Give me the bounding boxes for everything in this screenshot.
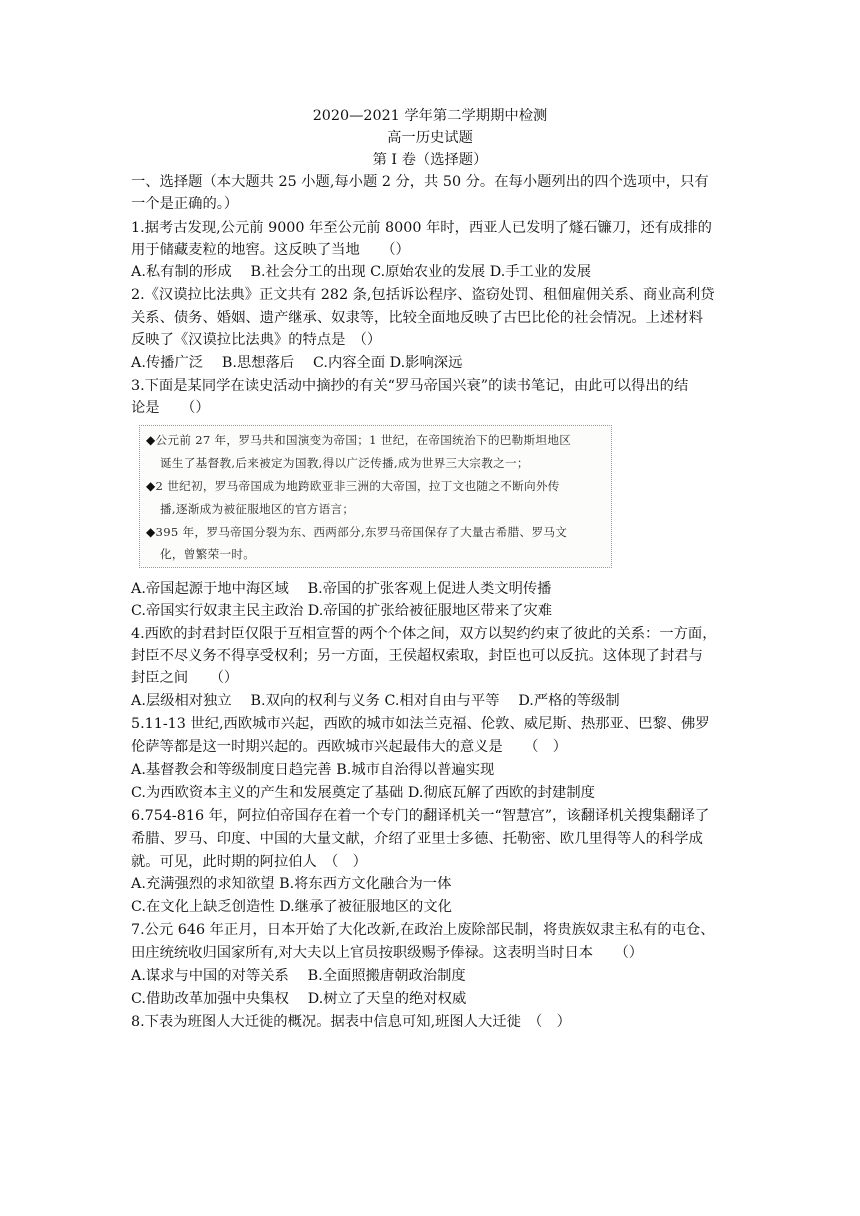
- question-3-options: C.帝国实行奴隶主民主政治 D.帝国的扩张给被征服地区带来了灾难: [131, 603, 553, 619]
- question-2-stem: 反映了《汉谟拉比法典》的特点是 （）: [131, 332, 382, 348]
- note-line: 化，曾繁荣一时。: [160, 547, 256, 561]
- diamond-bullet-icon: ◆: [146, 479, 156, 493]
- question-5-options: A.基督教会和等级制度日趋完善 B.城市自治得以普遍实现: [131, 762, 495, 778]
- question-4-stem: 封臣之间 （）: [131, 670, 239, 686]
- note-line: ◆395 年，罗马帝国分裂为东、西两部分,东罗马帝国保存了大量古希腊、罗马文: [146, 525, 568, 539]
- question-7-options: C.借助改革加强中央集权 D.树立了天皇的绝对权威: [131, 991, 467, 1007]
- section-title: 第 I 卷（选择题）: [372, 152, 488, 168]
- question-7-options: A.谋求与中国的对等关系 B.全面照搬唐朝政治制度: [131, 968, 466, 984]
- question-2-stem: 关系、债务、婚姻、遗产继承、奴隶等，比较全面地反映了古巴比伦的社会情况。上述材料: [131, 310, 703, 326]
- question-5-stem: 5.11-13 世纪,西欧城市兴起，西欧的城市如法兰克福、伦敦、威尼斯、热那亚、巴黎、佛罗: [131, 716, 710, 732]
- question-4-stem: 封臣不尽义务不得享受权利；另一方面，王侯超权索取，封臣也可以反抗。这体现了封君与: [131, 648, 703, 664]
- note-line: 诞生了基督教,后来被定为国教,得以广泛传播,成为世界三大宗教之一；: [160, 456, 529, 470]
- question-6-options: C.在文化上缺乏创造性 D.继承了被征服地区的文化: [131, 899, 452, 915]
- question-7-stem: 7.公元 646 年正月，日本开始了大化改新,在政治上废除部民制，将贵族奴隶主私有的屯仓、: [131, 922, 715, 938]
- question-2-options: A.传播广泛 B.思想落后 C.内容全面 D.影响深远: [131, 355, 463, 371]
- question-4-stem: 4.西欧的封君封臣仅限于互相宣誓的两个个体之间，双方以契约约束了彼此的关系：一方面，: [131, 626, 717, 642]
- note-line: ◆公元前 27 年，罗马共和国演变为帝国；1 世纪，在帝国统治下的巴勒斯坦地区: [146, 433, 572, 447]
- question-5-options: C.为西欧资本主义的产生和发展奠定了基础 D.彻底瓦解了西欧的封建制度: [131, 785, 595, 801]
- exam-subtitle: 高一历史试题: [387, 130, 473, 146]
- question-5-stem: 伦萨等都是这一时期兴起的。西欧城市兴起最伟大的意义是 （ ）: [131, 739, 568, 755]
- question-3-stem: 3.下面是某同学在读史活动中摘抄的有关“罗马帝国兴衰”的读书笔记，由此可以得出的结: [131, 378, 689, 394]
- question-6-options: A.充满强烈的求知欲望 B.将东西方文化融合为一体: [131, 876, 452, 892]
- question-8-stem: 8.下表为班图人大迁徙的概况。据表中信息可知,班图人大迁徙 （ ）: [131, 1014, 571, 1030]
- diamond-bullet-icon: ◆: [146, 433, 156, 447]
- diamond-bullet-icon: ◆: [146, 525, 156, 539]
- question-1-stem: 1.据考古发现,公元前 9000 年至公元前 8000 年时，西亚人已发明了燧石镰刀，还有成排的: [131, 220, 712, 236]
- note-line: ◆2 世纪初，罗马帝国成为地跨欧亚非三洲的大帝国，拉丁文也随之不断向外传: [146, 479, 560, 493]
- question-7-stem: 田庄统统收归国家所有,对大夫以上官员按职级赐予俸禄。这表明当时日本 （）: [131, 945, 644, 961]
- instructions-line: 一个是正确的。）: [131, 196, 239, 212]
- note-line: 播,逐渐成为被征服地区的官方语言；: [160, 502, 355, 516]
- exam-title: 2020—2021 学年第二学期期中检测: [312, 108, 548, 124]
- question-3-stem: 论是 （）: [131, 400, 210, 416]
- instructions-line: 一、选择题（本大题共 25 小题,每小题 2 分，共 50 分。在每小题列出的四个选项中，只有: [131, 174, 709, 190]
- question-6-stem: 就。可见，此时期的阿拉伯人 （ ）: [131, 854, 367, 870]
- question-4-options: A.层级相对独立 B.双向的权利与义务 C.相对自由与平等 D.严格的等级制: [131, 693, 620, 709]
- question-1-stem: 用于储藏麦粒的地窖。这反映了当地 （）: [131, 242, 410, 258]
- question-6-stem: 6.754-816 年，阿拉伯帝国存在着一个专门的翻译机关一“智慧宫”，该翻译机关搜集翻译了: [131, 808, 710, 824]
- question-3-options: A.帝国起源于地中海区域 B.帝国的扩张客观上促进人类文明传播: [131, 581, 552, 597]
- question-1-options: A.私有制的形成 B.社会分工的出现 C.原始农业的发展 D.手工业的发展: [131, 264, 592, 280]
- question-2-stem: 2.《汉谟拉比法典》正文共有 282 条,包括诉讼程序、盗窃处罚、租佃雇佣关系、商业高利贷: [131, 287, 715, 303]
- question-6-stem: 希腊、罗马、印度、中国的大量文献，介绍了亚里士多德、托勒密、欧几里得等人的科学成: [131, 831, 703, 847]
- reading-notes-box: [139, 425, 612, 568]
